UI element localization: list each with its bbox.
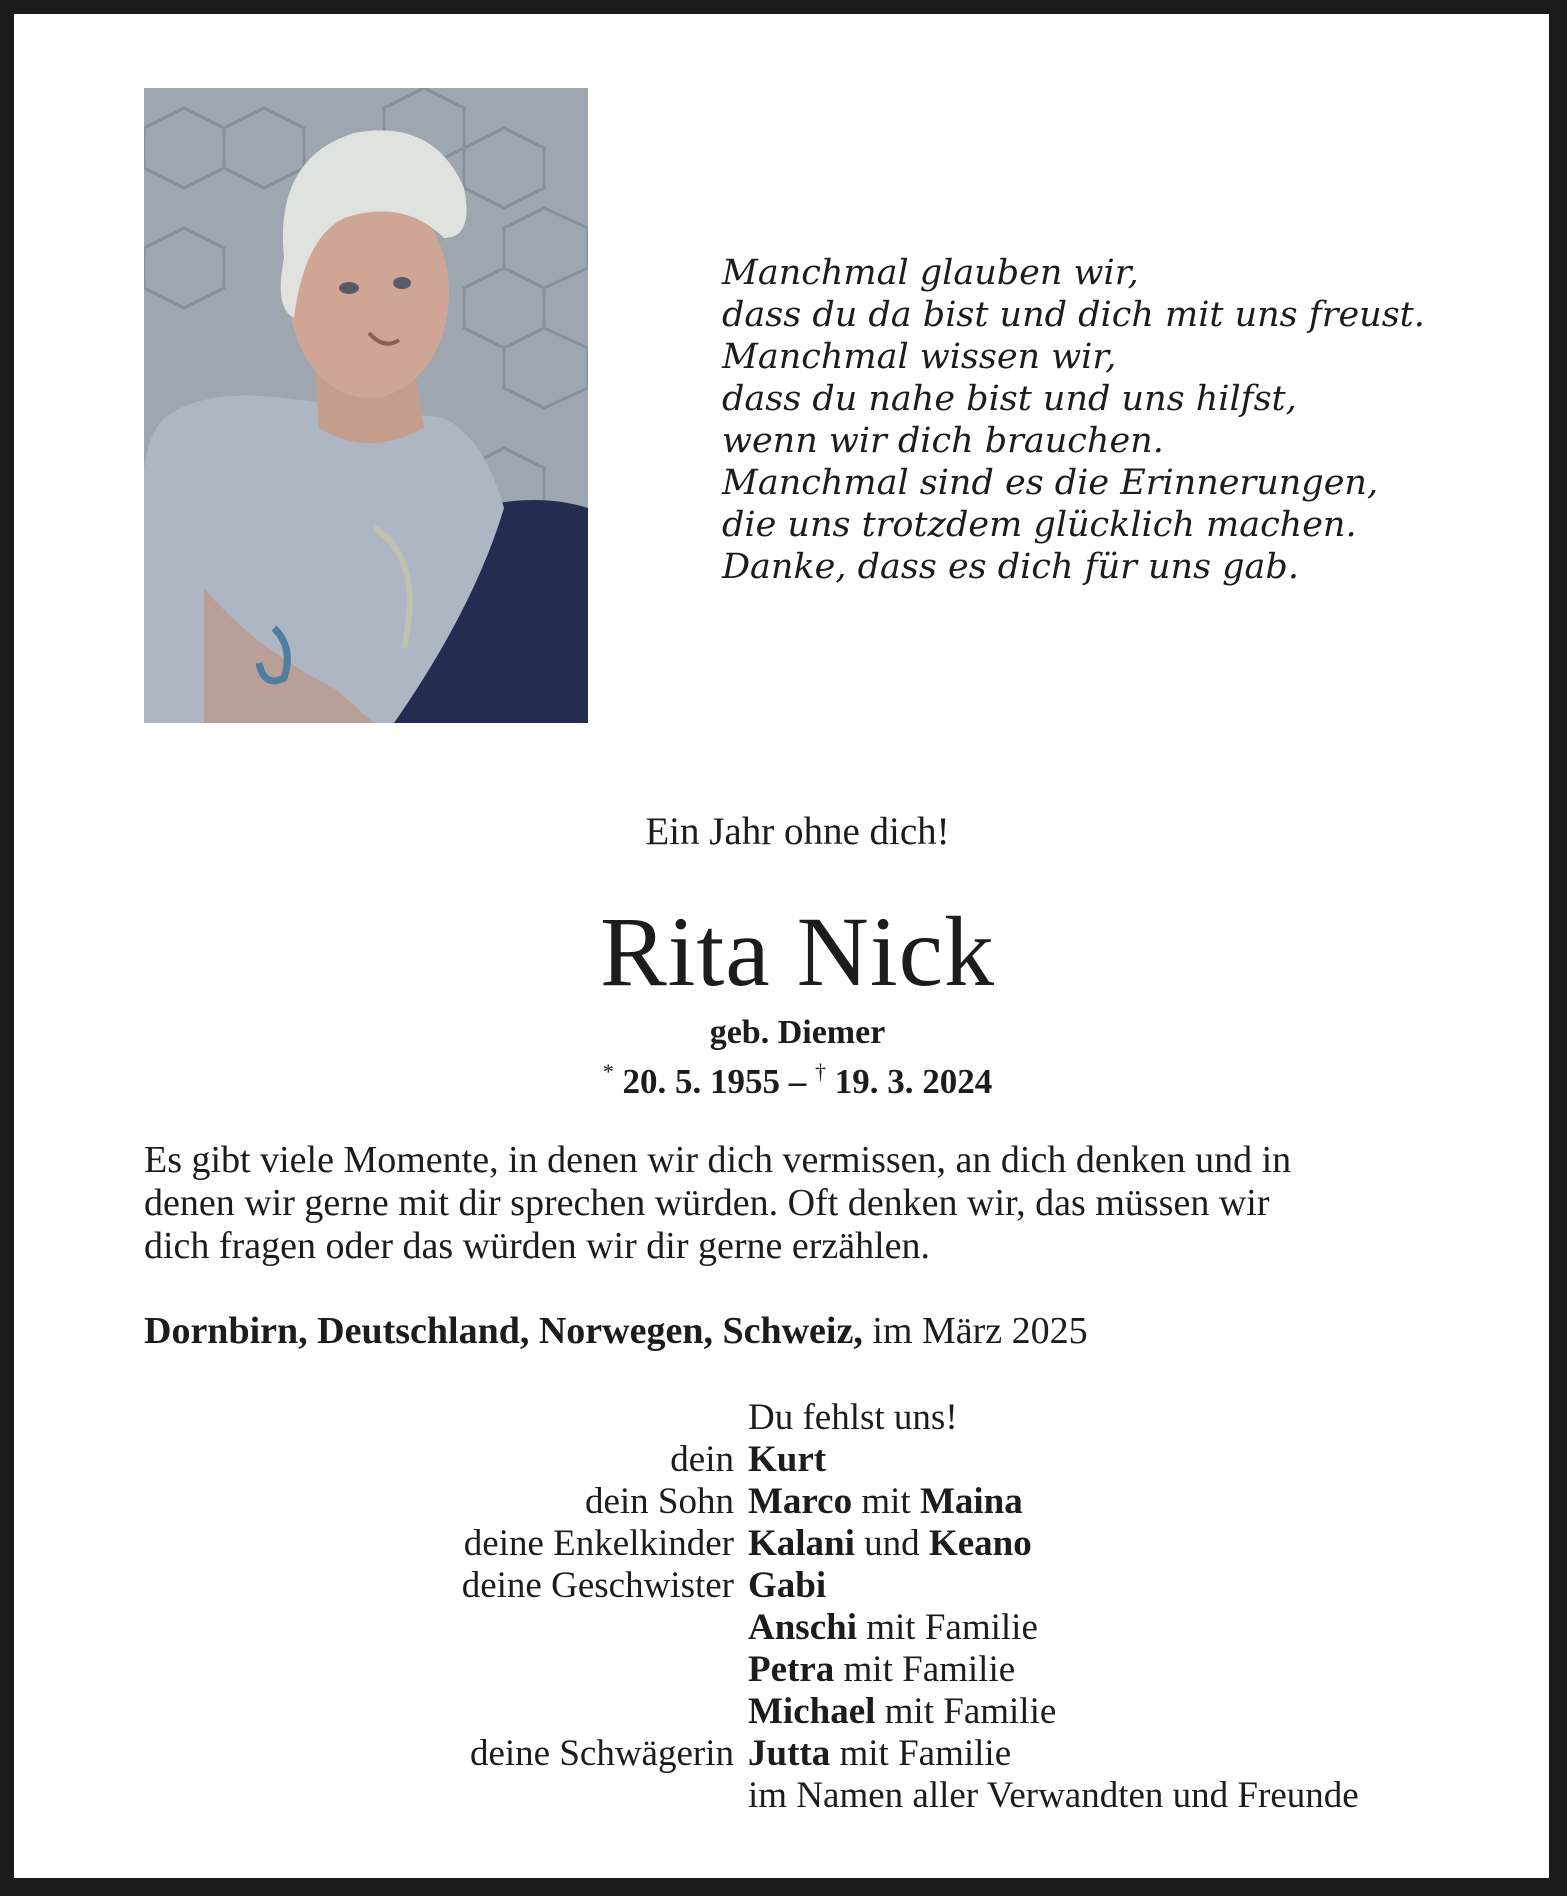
birth-name: geb. Diemer <box>709 1014 886 1051</box>
birth-date: 20. 5. 1955 <box>622 1062 780 1101</box>
deceased-name: Rita Nick <box>599 896 996 1007</box>
name-suffix: mit Familie <box>834 1649 1016 1690</box>
paragraph-line: Es gibt viele Momente, in denen wir dich vermissen, an dich denken und in <box>144 1139 1292 1181</box>
relation-label: dein Sohn <box>584 1481 734 1522</box>
portrait-illustration <box>144 88 588 723</box>
relative-name: Kurt <box>748 1439 827 1480</box>
relative-names <box>748 1774 1359 1817</box>
death-date: 19. 3. 2024 <box>834 1062 993 1101</box>
anniversary-heading: Ein Jahr ohne dich! <box>645 810 950 853</box>
relative-names <box>748 1480 1023 1523</box>
relation-label: deine Enkelkinder <box>463 1523 734 1564</box>
signoff-row <box>14 1480 1567 1522</box>
relative-name: Michael <box>748 1691 876 1732</box>
relative-names <box>748 1648 1015 1691</box>
relative-name: Gabi <box>748 1565 827 1606</box>
name-joiner: mit <box>852 1481 920 1522</box>
name-suffix: mit Familie <box>875 1691 1057 1732</box>
relative-name: Maina <box>919 1481 1023 1522</box>
family-signoff <box>14 1396 1567 1816</box>
relation-label: deine Schwägerin <box>469 1733 734 1774</box>
remembrance-paragraph <box>144 1139 1454 1268</box>
name-suffix: mit Familie <box>856 1607 1038 1648</box>
poem-line: Manchmal sind es die Erinnerungen, <box>722 463 1379 503</box>
relative-names <box>748 1522 1032 1565</box>
poem-line: Manchmal glauben wir, <box>722 253 1139 293</box>
relative-name: Keano <box>928 1523 1032 1564</box>
name-joiner: und <box>854 1523 929 1564</box>
signoff-intro: Du fehlst uns! <box>748 1397 958 1438</box>
paragraph-line: dich fragen oder das würden wir dir gerne erzählen. <box>144 1225 931 1267</box>
died-symbol: † <box>815 1059 826 1084</box>
poem-line: Manchmal wissen wir, <box>722 337 1117 377</box>
poem-line: dass du da bist und dich mit uns freust. <box>722 295 1425 335</box>
relative-names <box>748 1606 1038 1649</box>
relative-names <box>748 1732 1011 1775</box>
poem-line: wenn wir dich brauchen. <box>722 421 1164 461</box>
poem-line: die uns trotzdem glücklich machen. <box>722 505 1357 545</box>
portrait-photo <box>144 88 588 723</box>
paragraph-line: denen wir gerne mit dir sprechen würden. Oft denken wir, das müssen wir <box>144 1182 1270 1224</box>
signoff-row <box>14 1438 1567 1480</box>
relative-names <box>748 1564 826 1607</box>
signoff-row <box>14 1564 1567 1606</box>
place-locations: Dornbirn, Deutschland, Norwegen, Schweiz, <box>144 1310 863 1352</box>
relative-name: Anschi <box>748 1607 857 1648</box>
relative-name: Marco <box>748 1481 853 1522</box>
signoff-row <box>14 1774 1567 1816</box>
signoff-row <box>14 1690 1567 1732</box>
poem-line: dass du nahe bist und uns hilfst, <box>722 379 1297 419</box>
relative-name: Petra <box>748 1649 835 1690</box>
signoff-row <box>14 1606 1567 1648</box>
signoff-row <box>14 1648 1567 1690</box>
life-dates <box>14 1059 1567 1102</box>
name-suffix: im Namen aller Verwandten und Freunde <box>748 1775 1359 1816</box>
place-and-date <box>144 1309 1088 1353</box>
signoff-intro-row <box>14 1396 1567 1438</box>
relative-name: Kalani <box>748 1523 855 1564</box>
relation-label: deine Geschwister <box>461 1565 734 1606</box>
relation-label: dein <box>670 1439 734 1480</box>
name-suffix: mit Familie <box>830 1733 1012 1774</box>
relative-names <box>748 1690 1056 1733</box>
memorial-poem <box>722 252 1425 588</box>
born-symbol: * <box>602 1059 614 1084</box>
signoff-row <box>14 1732 1567 1774</box>
poem-line: Danke, dass es dich für uns gab. <box>722 547 1299 587</box>
date-separator: – <box>780 1062 815 1101</box>
relative-names <box>748 1438 826 1481</box>
place-date: im März 2025 <box>862 1310 1088 1352</box>
relative-name: Jutta <box>748 1733 831 1774</box>
signoff-row <box>14 1522 1567 1564</box>
